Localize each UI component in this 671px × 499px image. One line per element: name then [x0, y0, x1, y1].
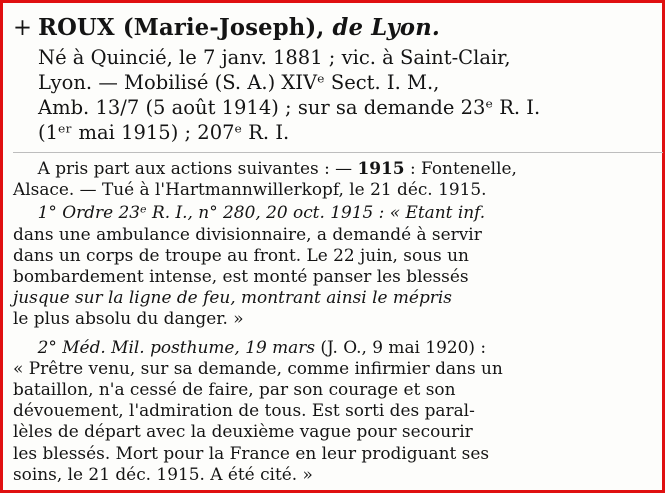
citation-line: les blessés. Mort pour la France en leur prodiguant ses — [13, 443, 490, 464]
citation-text-start: « Etant inf. — [389, 203, 486, 224]
citation-line — [13, 203, 653, 224]
citation-line: jusque sur la ligne de feu, montrant ainsi le mépris — [13, 288, 452, 309]
actions-line — [13, 159, 653, 180]
citation-line — [13, 338, 653, 359]
actions-paragraph — [13, 159, 663, 201]
citation-line: « Prêtre venu, sur sa demande, comme infirmier dans un — [13, 358, 503, 379]
entry-title — [13, 13, 653, 43]
actions-line: Alsace. — Tué à l'Hartmannwillerkopf, le 21 déc. 1915. — [13, 180, 487, 201]
citation-reference: 2° Méd. Mil. posthume, 19 mars — [37, 337, 316, 358]
citation-first — [13, 203, 663, 330]
citation-line: soins, le 21 déc. 1915. A été cité. » — [13, 464, 313, 485]
biography-paragraph — [13, 45, 663, 145]
citation-line: bombardement intense, est monté panser les blessés — [13, 267, 469, 288]
section-divider — [13, 152, 663, 153]
citation-line: le plus absolu du danger. » — [13, 309, 244, 330]
actions-place: : Fontenelle, — [409, 159, 517, 179]
bio-line: Né à Quincié, le 7 janv. 1881 ; vic. à Saint-Clair, — [38, 46, 511, 69]
entry-place: de Lyon. — [332, 14, 440, 41]
citation-line: lèles de départ avec la deuxième vague pour secourir — [13, 422, 473, 443]
citation-line: dévouement, l'admiration de tous. Est sorti des paral- — [13, 401, 475, 422]
entry-name: ROUX (Marie-Joseph), — [38, 14, 325, 41]
bio-line: Lyon. — Mobilisé (S. A.) XIVᵉ Sect. I. M., — [38, 71, 440, 94]
bio-line: Amb. 13/7 (5 août 1914) ; sur sa demande 23ᵉ R. I. — [38, 96, 541, 119]
bio-line: (1ᵉʳ mai 1915) ; 207ᵉ R. I. — [38, 121, 290, 144]
actions-text: A pris part aux actions suivantes : — — [37, 159, 353, 179]
citation-reference: 1° Ordre 23ᵉ R. I., n° 280, 20 oct. 1915 : — [37, 203, 385, 224]
cross-symbol: + — [13, 15, 33, 41]
actions-year: 1915 — [357, 159, 405, 179]
citation-second — [13, 338, 663, 486]
obituary-entry — [13, 13, 663, 486]
citation-source: (J. O., 9 mai 1920) : — [320, 337, 487, 358]
citation-line: dans une ambulance divisionnaire, a demandé à servir — [13, 224, 482, 245]
citation-line: dans un corps de troupe au front. Le 22 juin, sous un — [13, 245, 469, 266]
citation-line: bataillon, n'a cessé de faire, par son courage et son — [13, 380, 456, 401]
